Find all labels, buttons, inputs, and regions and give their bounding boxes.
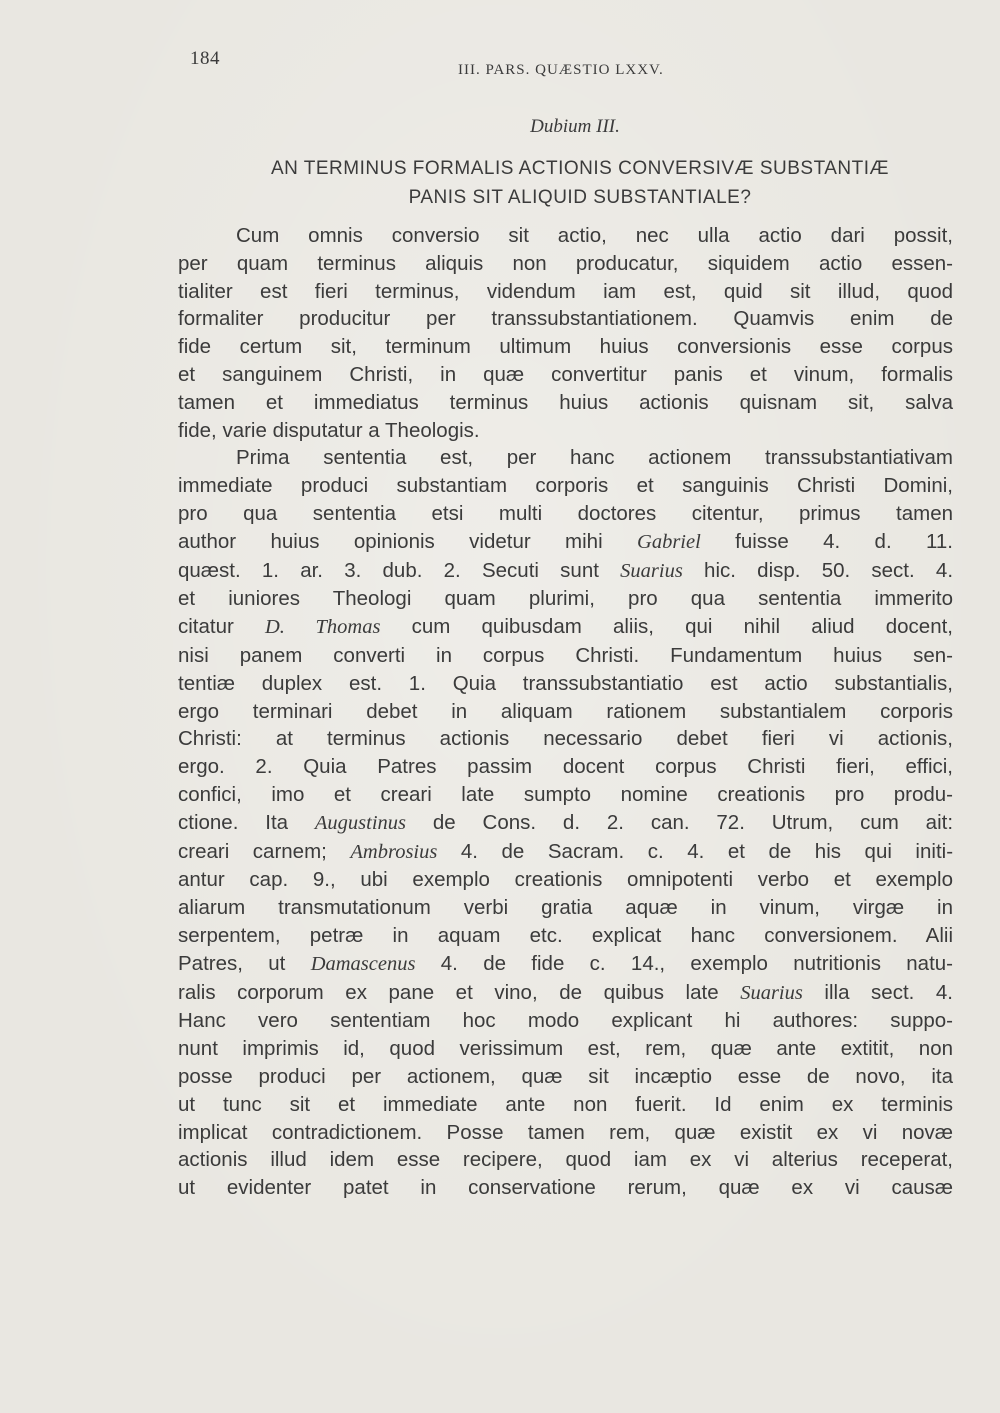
running-head: III. PARS. QUÆSTIO LXXV. — [458, 62, 664, 78]
text-line: Prima sententia est, per hanc actionem transsubstantiativam — [236, 446, 953, 470]
text-span: author huius opinionis videtur mihi — [178, 529, 603, 553]
paragraph-2 — [178, 444, 953, 1202]
text-line: formaliter producitur per transsubstantiationem. Quamvis enim de — [178, 307, 953, 331]
paragraph-1 — [178, 222, 953, 444]
text-line — [178, 950, 953, 979]
cited-author: Suarius — [740, 981, 803, 1004]
text-line: tamen et immediatus terminus huius actionis quisnam sit, salva — [178, 390, 953, 414]
text-line — [178, 528, 953, 557]
text-span: cum quibusdam aliis, qui nihil aliud docent, — [411, 615, 953, 639]
text-line: actionis illud idem esse recipere, quod iam ex vi alterius receperat, — [178, 1148, 953, 1172]
body-text — [178, 222, 953, 1202]
cited-author: Suarius — [620, 559, 683, 582]
cited-author: Gabriel — [637, 530, 701, 553]
text-span: ralis corporum ex pane et vino, de quibus late — [178, 980, 719, 1004]
text-line: per quam terminus aliquis non producatur, siquidem actio essen- — [178, 251, 953, 275]
cited-author: Ambrosius — [350, 840, 438, 863]
text-span: 4. de Sacram. c. 4. et de his qui initi- — [460, 839, 954, 863]
text-line — [178, 809, 953, 838]
cited-author: D. Thomas — [265, 616, 381, 639]
text-line: tentiæ duplex est. 1. Quia transsubstantiatio est actio substantialis, — [178, 671, 953, 695]
text-span: ctione. Ita — [178, 810, 289, 834]
page-header — [190, 48, 950, 84]
section-title — [200, 154, 960, 212]
text-line: et sanguinem Christi, in quæ convertitur panis et vinum, formalis — [178, 362, 953, 386]
text-line: ut evidenter patet in conservatione rerum, quæ ex vi causæ — [178, 1176, 953, 1200]
text-line — [178, 838, 953, 867]
text-line — [178, 557, 953, 586]
text-line: confici, imo et creari late sumpto nomine creationis pro produ- — [178, 782, 953, 806]
page-number: 184 — [190, 48, 220, 69]
cited-author: Damascenus — [310, 952, 416, 975]
text-span: de Cons. d. 2. can. 72. Utrum, cum ait: — [432, 810, 954, 834]
cited-author: Augustinus — [314, 811, 407, 834]
text-line: fide certum sit, terminum ultimum huius conversionis esse corpus — [178, 335, 953, 359]
text-line: tialiter est fieri terminus, videndum iam est, quid sit illud, quod — [178, 279, 953, 303]
text-line: pro qua sententia etsi multi doctores citentur, primus tamen — [178, 501, 953, 525]
text-line — [178, 613, 953, 642]
text-span: quæst. 1. ar. 3. dub. 2. Secuti sunt — [178, 558, 599, 582]
text-line: nunt imprimis id, quod verissimum est, rem, quæ ante extitit, non — [178, 1037, 953, 1061]
text-line: immediate produci substantiam corporis et sanguinis Christi Domini, — [178, 474, 953, 498]
text-span: hic. disp. 50. sect. 4. — [704, 558, 954, 582]
text-span: 4. de fide c. 14., exemplo nutritionis natu- — [440, 951, 954, 975]
text-span: illa sect. 4. — [824, 980, 954, 1004]
section-title-line: AN TERMINUS FORMALIS ACTIONIS CONVERSIVÆ SUBSTANTIÆ — [270, 158, 890, 179]
text-line: fide, varie disputatur a Theologis. — [178, 418, 480, 442]
text-line: Christi: at terminus actionis necessario debet fieri vi actionis, — [178, 727, 953, 751]
text-line: serpentem, petræ in aquam etc. explicat hanc conversionem. Alii — [178, 923, 953, 947]
text-line: antur cap. 9., ubi exemplo creationis omnipotenti verbo et exemplo — [178, 868, 953, 892]
text-span: creari carnem; — [178, 839, 327, 863]
text-line: nisi panem converti in corpus Christi. Fundamentum huius sen- — [178, 643, 953, 667]
text-line: et iuniores Theologi quam plurimi, pro qua sententia immerito — [178, 587, 953, 611]
text-line: Hanc vero sententiam hoc modo explicant hi authores: suppo- — [178, 1009, 953, 1033]
text-span: fuisse 4. d. 11. — [735, 529, 953, 553]
text-span: citatur — [178, 615, 234, 639]
text-line: aliarum transmutationum verbi gratia aquæ in vinum, virgæ in — [178, 896, 953, 920]
text-line: implicat contradictionem. Posse tamen rem, quæ existit ex vi novæ — [178, 1120, 953, 1144]
text-line — [178, 979, 953, 1008]
text-line: ergo terminari debet in aliquam rationem substantialem corporis — [178, 699, 953, 723]
text-line: ergo. 2. Quia Patres passim docent corpus Christi fieri, effici, — [178, 755, 953, 779]
text-line: posse produci per actionem, quæ sit incæptio esse de novo, ita — [178, 1064, 953, 1088]
section-title-line: PANIS SIT ALIQUID SUBSTANTIALE? — [408, 187, 752, 208]
section-label: Dubium III. — [530, 116, 620, 137]
text-line: ut tunc sit et immediate ante non fuerit. Id enim ex terminis — [178, 1092, 953, 1116]
text-span: Patres, ut — [178, 951, 286, 975]
text-line: Cum omnis conversio sit actio, nec ulla actio dari possit, — [236, 224, 953, 247]
